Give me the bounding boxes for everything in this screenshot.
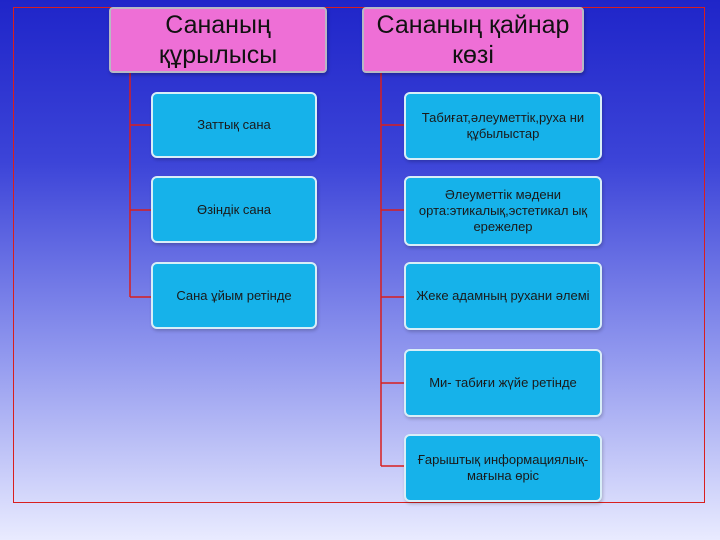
left-box-1 — [151, 92, 317, 158]
right-header-text: Сананың қайнар көзі — [376, 11, 570, 69]
left-box-3 — [151, 262, 317, 329]
left-box-3-text: Сана ұйым ретінде — [176, 287, 292, 303]
left-header-text: Сананың құрылысы — [158, 11, 278, 69]
right-box-5 — [404, 434, 602, 502]
right-box-1 — [404, 92, 602, 160]
right-box-3-text: Жеке адамның рухани әлемі — [416, 288, 590, 303]
right-box-2 — [404, 176, 602, 246]
right-box-2-text: Әлеуметтік мәдени орта:этикалық,эстетикал ық ережелер — [418, 187, 588, 234]
right-box-5-text: Ғарыштық информациялық-мағына өріс — [417, 452, 589, 483]
right-box-4-text: Ми- табиғи жүйе ретінде — [429, 375, 577, 390]
left-box-1-text: Заттық сана — [197, 117, 271, 132]
left-box-2-text: Өзіндік сана — [196, 201, 272, 217]
right-box-1-text: Табиғат,әлеуметтік,руха ни құбылыстар — [421, 110, 585, 141]
right-header-box — [362, 7, 584, 73]
left-box-2 — [151, 176, 317, 243]
right-box-4 — [404, 349, 602, 417]
left-header-box — [109, 7, 327, 73]
right-box-3 — [404, 262, 602, 330]
